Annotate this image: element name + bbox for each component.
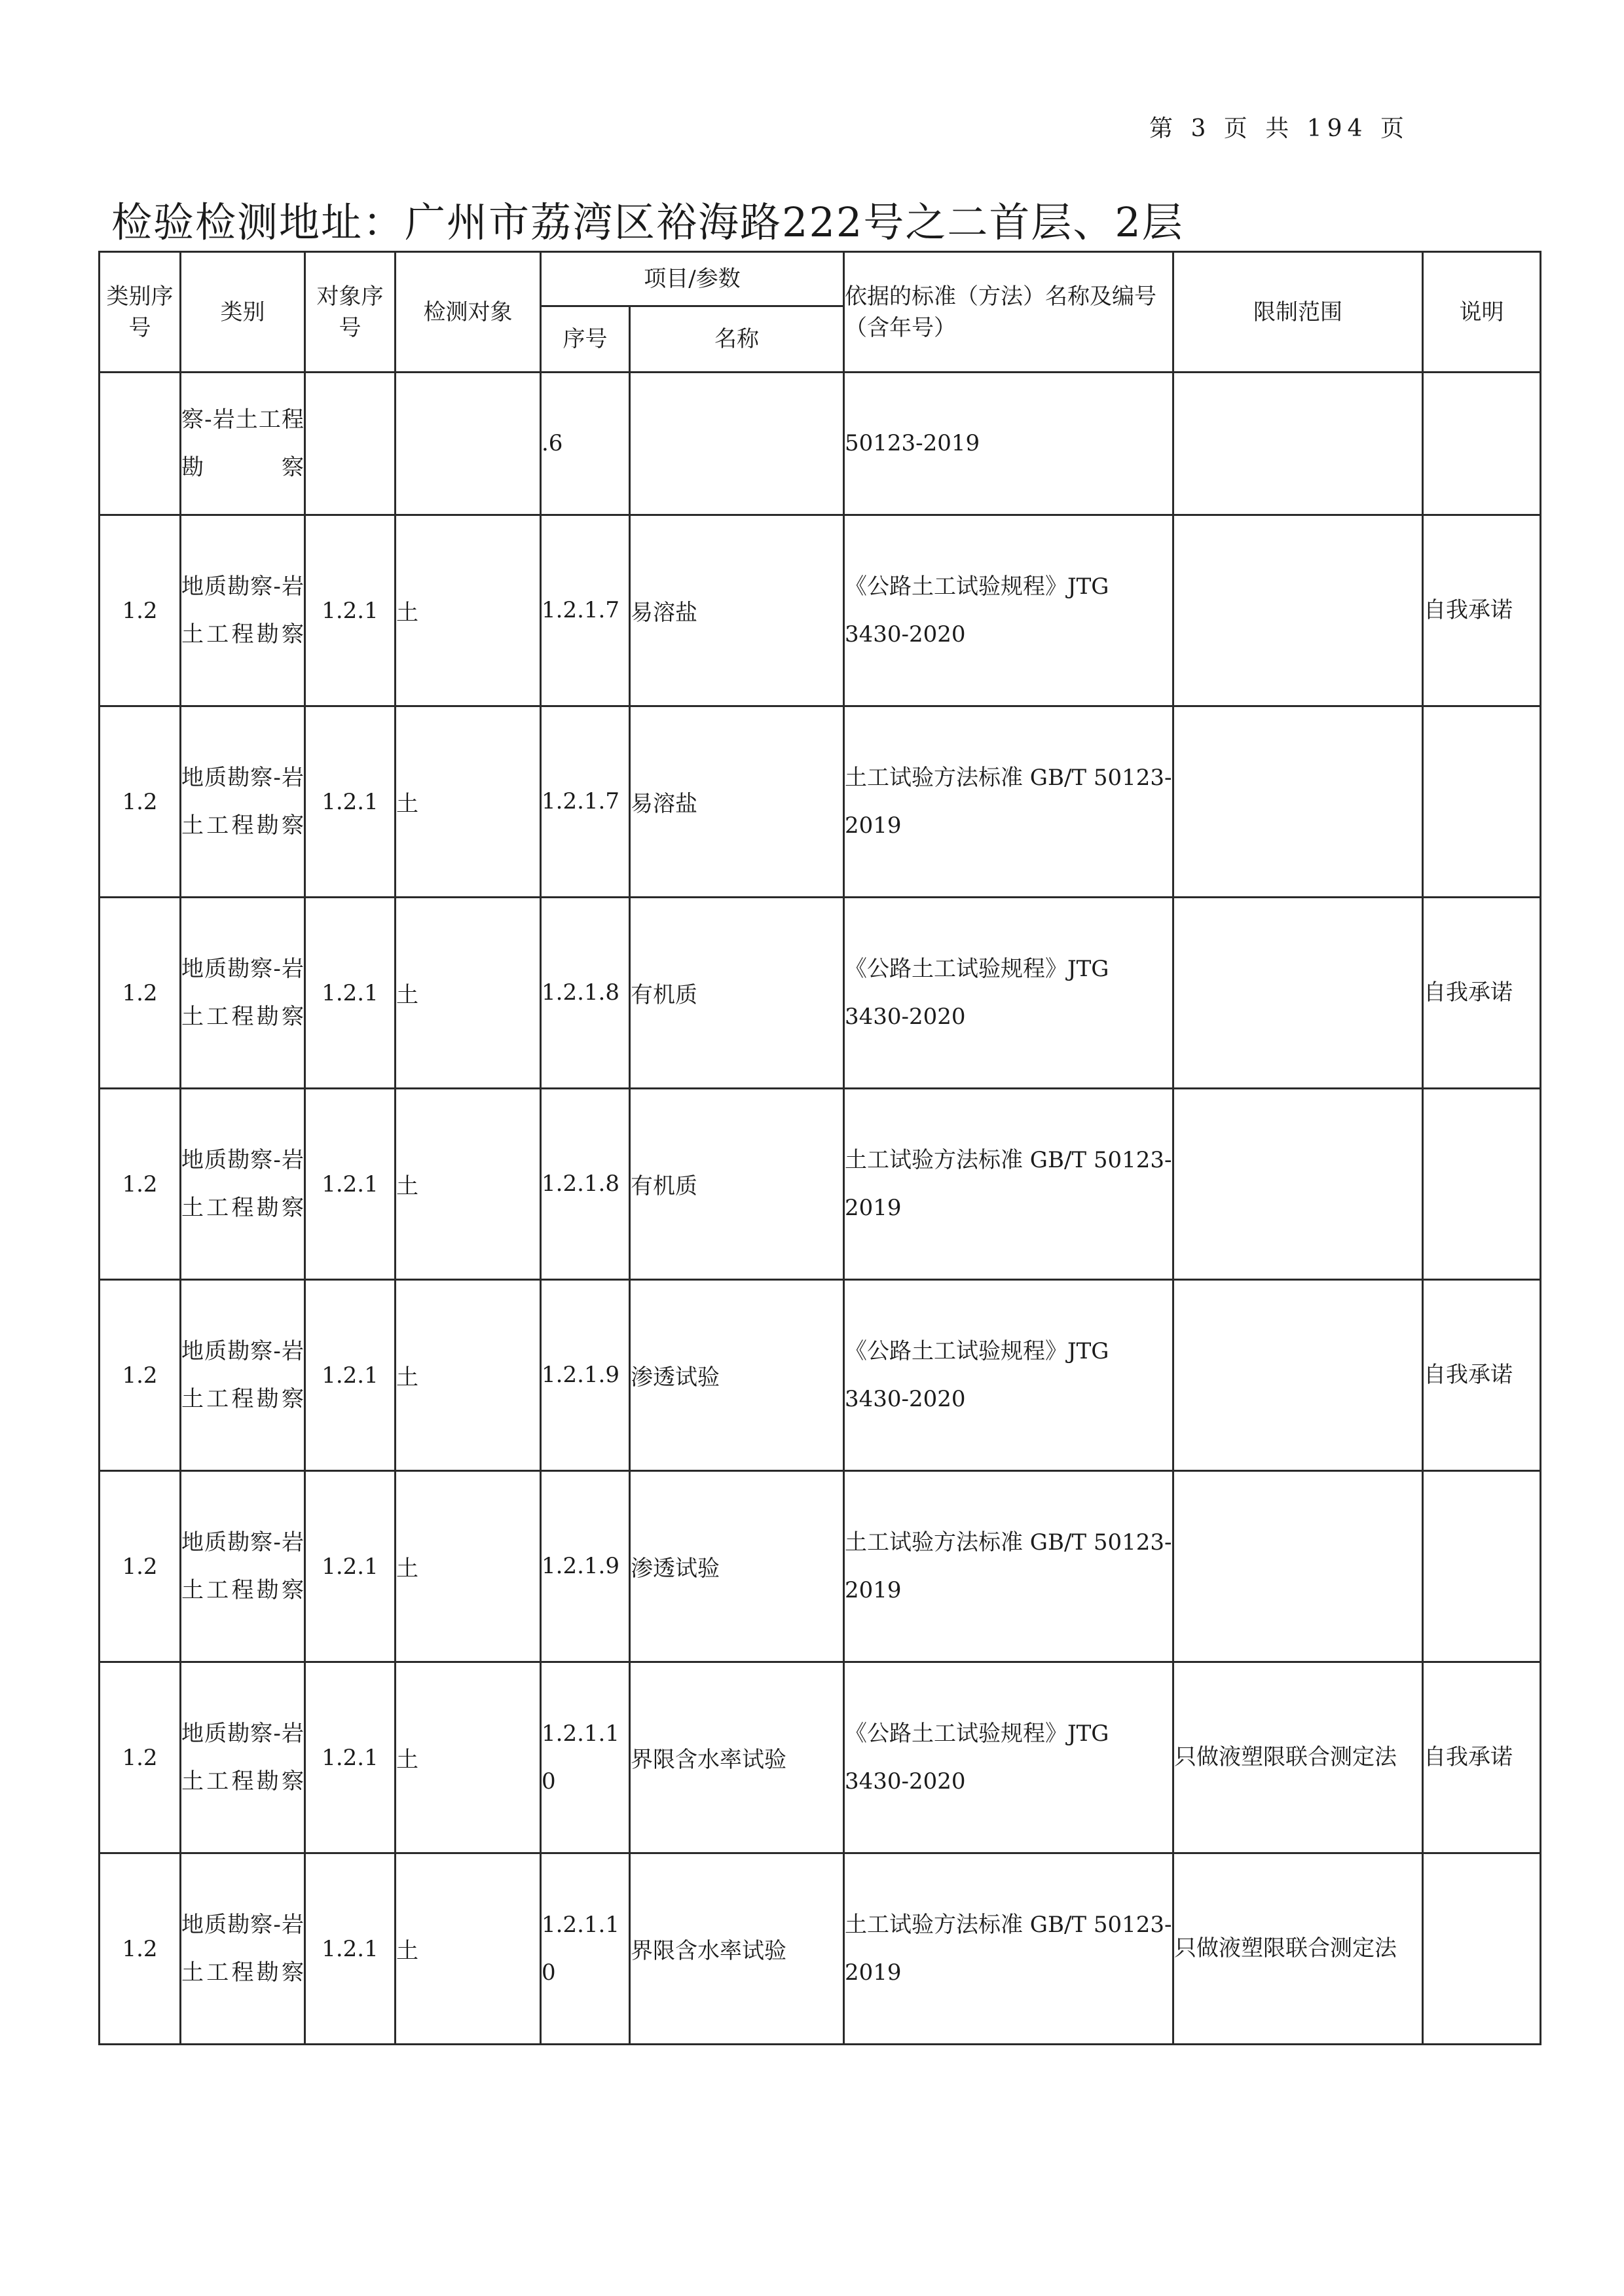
cell-cat-seq: 1.2 [100,1280,181,1471]
cell-limit [1173,1089,1423,1280]
cell-note: 自我承诺 [1423,1280,1541,1471]
cell-object: 土 [396,1853,541,2045]
cell-note [1423,373,1541,515]
cell-name: 有机质 [630,1089,844,1280]
cell-cat-seq: 1.2 [100,1853,181,2045]
cell-object: 土 [396,1089,541,1280]
cell-limit: 只做液塑限联合测定法 [1173,1853,1423,2045]
testing-address: 检验检测地址：广州市荔湾区裕海路222号之二首层、2层 [111,198,1184,246]
cell-limit [1173,1280,1423,1471]
table-row [100,515,1541,706]
table-row [100,1471,1541,1662]
header-limit: 限制范围 [1173,252,1423,373]
header-item-param: 项目/参数 [541,252,844,306]
cell-seq: 1.2.1.10 [541,1853,630,2045]
cell-object: 土 [396,1471,541,1662]
cell-cat-seq [100,373,181,515]
cell-note: 自我承诺 [1423,1662,1541,1853]
cell-category: 地质勘察-岩土工程勘察 [181,1089,305,1280]
cell-name: 界限含水率试验 [630,1853,844,2045]
table-row [100,1662,1541,1853]
header-object: 检测对象 [396,252,541,373]
cell-seq: 1.2.1.7 [541,515,630,706]
cell-object: 土 [396,515,541,706]
header-note: 说明 [1423,252,1541,373]
cell-name: 界限含水率试验 [630,1662,844,1853]
cell-note [1423,1853,1541,2045]
cell-standard: 土工试验方法标准 GB/T 50123-2019 [844,1853,1173,2045]
cell-obj-seq: 1.2.1 [305,898,396,1089]
cell-cat-seq: 1.2 [100,1662,181,1853]
cell-obj-seq: 1.2.1 [305,1280,396,1471]
cell-seq: 1.2.1.8 [541,898,630,1089]
cell-standard: 《公路土工试验规程》JTG 3430-2020 [844,1280,1173,1471]
header-row [100,252,1541,306]
cell-cat-seq: 1.2 [100,898,181,1089]
cell-name: 渗透试验 [630,1280,844,1471]
header-name: 名称 [630,306,844,373]
cell-name: 有机质 [630,898,844,1089]
table-row [100,1089,1541,1280]
cell-object [396,373,541,515]
cell-limit [1173,898,1423,1089]
cell-standard: 《公路土工试验规程》JTG 3430-2020 [844,898,1173,1089]
cell-obj-seq [305,373,396,515]
cell-standard: 《公路土工试验规程》JTG 3430-2020 [844,1662,1173,1853]
cell-limit [1173,373,1423,515]
cell-standard: 《公路土工试验规程》JTG 3430-2020 [844,515,1173,706]
cell-category: 地质勘察-岩土工程勘察 [181,1280,305,1471]
cell-obj-seq: 1.2.1 [305,1089,396,1280]
cell-standard: 土工试验方法标准 GB/T 50123-2019 [844,1089,1173,1280]
cell-note [1423,706,1541,898]
cell-cat-seq: 1.2 [100,706,181,898]
cell-obj-seq: 1.2.1 [305,1471,396,1662]
cell-cat-seq: 1.2 [100,1089,181,1280]
header-seq: 序号 [541,306,630,373]
cell-seq: 1.2.1.7 [541,706,630,898]
cell-name [630,373,844,515]
cell-note [1423,1089,1541,1280]
table-row [100,706,1541,898]
cell-object: 土 [396,1280,541,1471]
cell-cat-seq: 1.2 [100,1471,181,1662]
cell-cat-seq: 1.2 [100,515,181,706]
cell-category: 地质勘察-岩土工程勘察 [181,1471,305,1662]
cell-limit: 只做液塑限联合测定法 [1173,1662,1423,1853]
cell-limit [1173,1471,1423,1662]
cell-standard: 50123-2019 [844,373,1173,515]
cell-standard: 土工试验方法标准 GB/T 50123-2019 [844,706,1173,898]
cell-limit [1173,515,1423,706]
cell-seq: 1.2.1.8 [541,1089,630,1280]
cell-category: 地质勘察-岩土工程勘察 [181,1662,305,1853]
header-standard: 依据的标准（方法）名称及编号（含年号） [844,252,1173,373]
cell-object: 土 [396,706,541,898]
cell-category: 察-岩土工程勘察 [181,373,305,515]
cell-seq: .6 [541,373,630,515]
header-cat-seq: 类别序号 [100,252,181,373]
table-row [100,1853,1541,2045]
cell-note: 自我承诺 [1423,515,1541,706]
cell-category: 地质勘察-岩土工程勘察 [181,898,305,1089]
cell-object: 土 [396,1662,541,1853]
cell-name: 易溶盐 [630,706,844,898]
scope-table [98,251,1541,2045]
cell-obj-seq: 1.2.1 [305,1853,396,2045]
cell-obj-seq: 1.2.1 [305,1662,396,1853]
cell-obj-seq: 1.2.1 [305,706,396,898]
cell-standard: 土工试验方法标准 GB/T 50123-2019 [844,1471,1173,1662]
cell-seq: 1.2.1.9 [541,1471,630,1662]
cell-name: 渗透试验 [630,1471,844,1662]
header-category: 类别 [181,252,305,373]
table-row-continued [100,373,1541,515]
cell-category: 地质勘察-岩土工程勘察 [181,706,305,898]
cell-note [1423,1471,1541,1662]
cell-category: 地质勘察-岩土工程勘察 [181,515,305,706]
cell-category: 地质勘察-岩土工程勘察 [181,1853,305,2045]
cell-note: 自我承诺 [1423,898,1541,1089]
page-number: 第 3 页 共 194 页 [1149,115,1409,142]
cell-object: 土 [396,898,541,1089]
cell-seq: 1.2.1.9 [541,1280,630,1471]
cell-limit [1173,706,1423,898]
header-obj-seq: 对象序号 [305,252,396,373]
cell-name: 易溶盐 [630,515,844,706]
table-row [100,898,1541,1089]
cell-obj-seq: 1.2.1 [305,515,396,706]
cell-seq: 1.2.1.10 [541,1662,630,1853]
table-row [100,1280,1541,1471]
